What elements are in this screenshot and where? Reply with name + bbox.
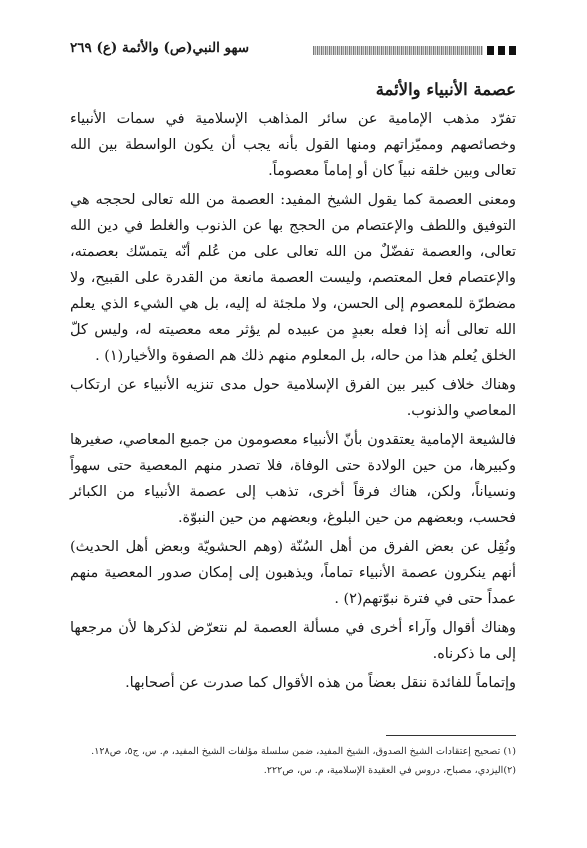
header-title: سهو النبي(ص) والأئمة (ع) ٢٦٩	[70, 40, 250, 56]
header-ornament-icon	[311, 44, 516, 56]
ornament-square	[498, 46, 505, 55]
ornament-square	[509, 46, 516, 55]
running-header	[70, 38, 516, 64]
footnotes	[70, 735, 516, 780]
ornament-square	[487, 46, 494, 55]
paragraph: ونُقِل عن بعض الفرق من أهل السُنّة (وهم الحشويّة وبعض أهل الحديث) أنهم ينكرون عصمة الأنبياء تماماً، ويذهبون إلى إمكان صدور المعصية منهم عمداً حتى في فترة نبوّتهم(٢) .	[70, 539, 516, 607]
paragraph: وهناك خلاف كبير بين الفرق الإسلامية حول مدى تنزيه الأنبياء عن ارتكاب المعاصي والذنوب.	[70, 377, 516, 419]
footnote-divider	[386, 735, 516, 736]
paragraph: وإتماماً للفائدة ننقل بعضاً من هذه الأقوال كما صدرت عن أصحابها.	[125, 675, 516, 691]
paragraph: تفرّد مذهب الإمامية عن سائر المذاهب الإسلامية في سمات الأنبياء وخصائصهم ومميّزاتهم ومنها القول بأنه يجب أن يكون الواسطة بين الله تعالى وبين خلقه نبياً كان أو إماماً معصوماً.	[70, 111, 516, 179]
footnote: (٢)اليزدي، مصباح، دروس في العقيدة الإسلامية، م. س، ص٢٢٢.	[263, 765, 516, 776]
paragraph: فالشيعة الإمامية يعتقدون بأنّ الأنبياء معصومون من جميع المعاصي، صغيرها وكبيرها، من حين الولادة حتى الوفاة، فلا تصدر منهم المعصية حتى سهواً ونسياناً، ولكن، هناك فرقاً أخرى، تذهب إلى عصمة الأنبياء من الكبائر فحسب، وبعضهم من حين البلوغ، وبعضهم من حين النبوّة.	[70, 432, 516, 526]
paragraph: ومعنى العصمة كما يقول الشيخ المفيد: العصمة من الله تعالى لحججه هي التوفيق واللطف والإعتصام من الحجج بها عن الذنوب والغلط في دين الله تعالى، والعصمة تفضّلٌ من الله تعالى على من عُلم أنّه يتمسّك بعصمته، والإعتصام فعل المعتصم، وليست العصمة مانعة من القدرة على القبيح، ولا مضطرّة للمعصوم إلى الحسن، ولا ملجئة له إليه، بل هي الشيء الذي يعلم الله تعالى أنه إذا فعله بعبدٍ من عبيده لم يؤثر معه معصيته له، وليس كلّ الخلق يُعلم هذا من حاله، بل المعلوم منهم ذلك هم الصفوة والأخيار(١) .	[70, 192, 516, 364]
footnote: (١) تصحيح إعتقادات الشيخ الصدوق، الشيخ المفيد، ضمن سلسلة مؤلفات الشيخ المفيد، م. س، ج٥، ص١٢٨.	[91, 746, 516, 757]
main-text	[70, 76, 516, 699]
paragraph: وهناك أقوال وآراء أخرى في مسألة العصمة لم نتعرّض لذكرها لأن مرجعها إلى ما ذكرناه.	[70, 620, 516, 662]
section-title: عصمة الأنبياء والأئمة	[375, 80, 516, 99]
ornament-band	[313, 46, 483, 55]
